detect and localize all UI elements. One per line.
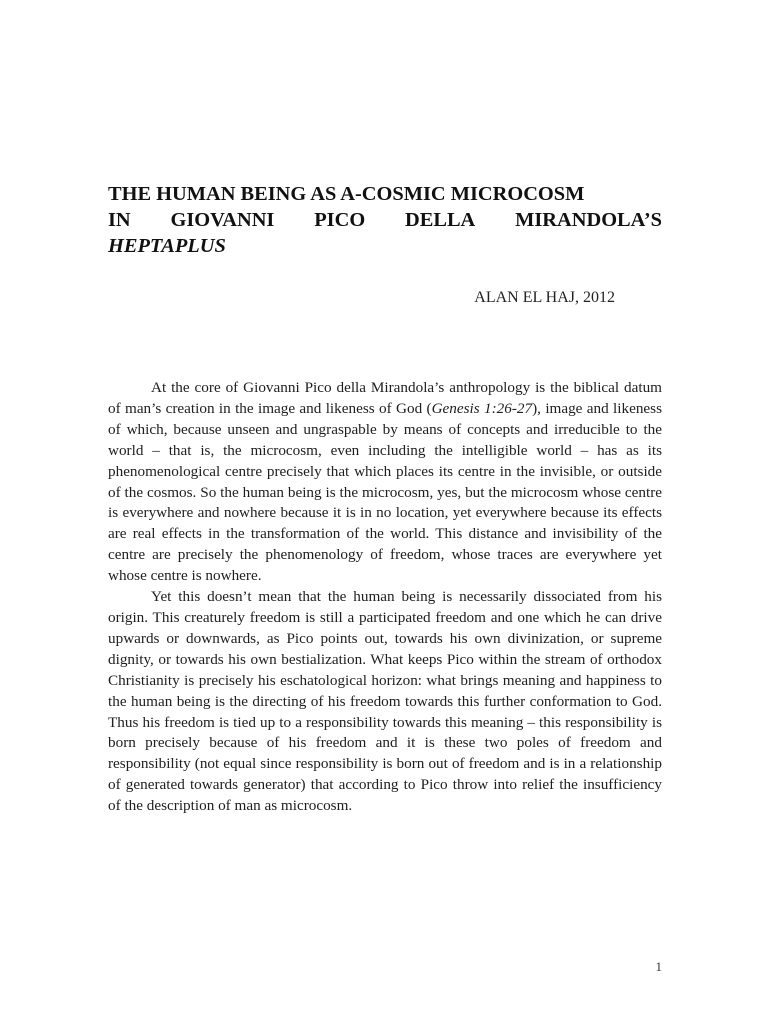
title-word: PICO	[314, 209, 366, 231]
body-text	[108, 378, 662, 817]
title-line-1: THE HUMAN BEING AS A-COSMIC MICROCOSM	[108, 183, 585, 205]
paragraph	[108, 378, 662, 587]
citation: Genesis 1:26-27	[431, 399, 533, 417]
title-word: IN	[108, 209, 131, 231]
title-line-2	[108, 207, 662, 233]
paragraph-text: ), image and likeness of which, because unseen and ungraspable by means of concepts and irreducible to the world – that is, the microcosm, even including the intelligible world – has as its phenomenological centre precisely that which places its centre in the invisible, or outside of the cosmos. So the human being is the microcosm, yes, but the microcosm whose centre is everywhere and nowhere because it is in no location, yet everywhere because its effects are real effects in the transformation of the world. This distance and invisibility of the centre are precisely the phenomenology of freedom, whose traces are everywhere yet whose centre is nowhere.	[108, 399, 662, 585]
paragraph: Yet this doesn’t mean that the human being is necessarily dissociated from his origin. This creaturely freedom is still a participated freedom and one which he can drive upwards or downwards, as Pico points out, towards his own divinization, or supreme dignity, or towards his own bestialization. What keeps Pico within the stream of orthodox Christianity is precisely his eschatological horizon: what brings meaning and happiness to the human being is the directing of his freedom towards this further conformation to God. Thus his freedom is tied up to a responsibility towards this meaning – this responsibility is born precisely because of his freedom and it is these two poles of freedom and responsibility (not equal since responsibility is born out of freedom and is in a relationship of generated towards generator) that according to Pico throw into relief the insufficiency of the description of man as microcosm.	[108, 588, 662, 815]
title-word: DELLA	[405, 209, 476, 231]
paragraph-text: At the core of Giovanni Pico della Mirandola’s anthropology is the biblical datum of man’s creation in the image and likeness of God (	[108, 379, 662, 417]
title-word: GIOVANNI	[170, 209, 275, 231]
page-number: 1	[655, 959, 662, 974]
author-byline: ALAN EL HAJ, 2012	[474, 289, 615, 306]
title-line-3: HEPTAPLUS	[108, 235, 226, 257]
document-title	[108, 181, 662, 259]
title-word: MIRANDOLA’S	[515, 209, 662, 231]
